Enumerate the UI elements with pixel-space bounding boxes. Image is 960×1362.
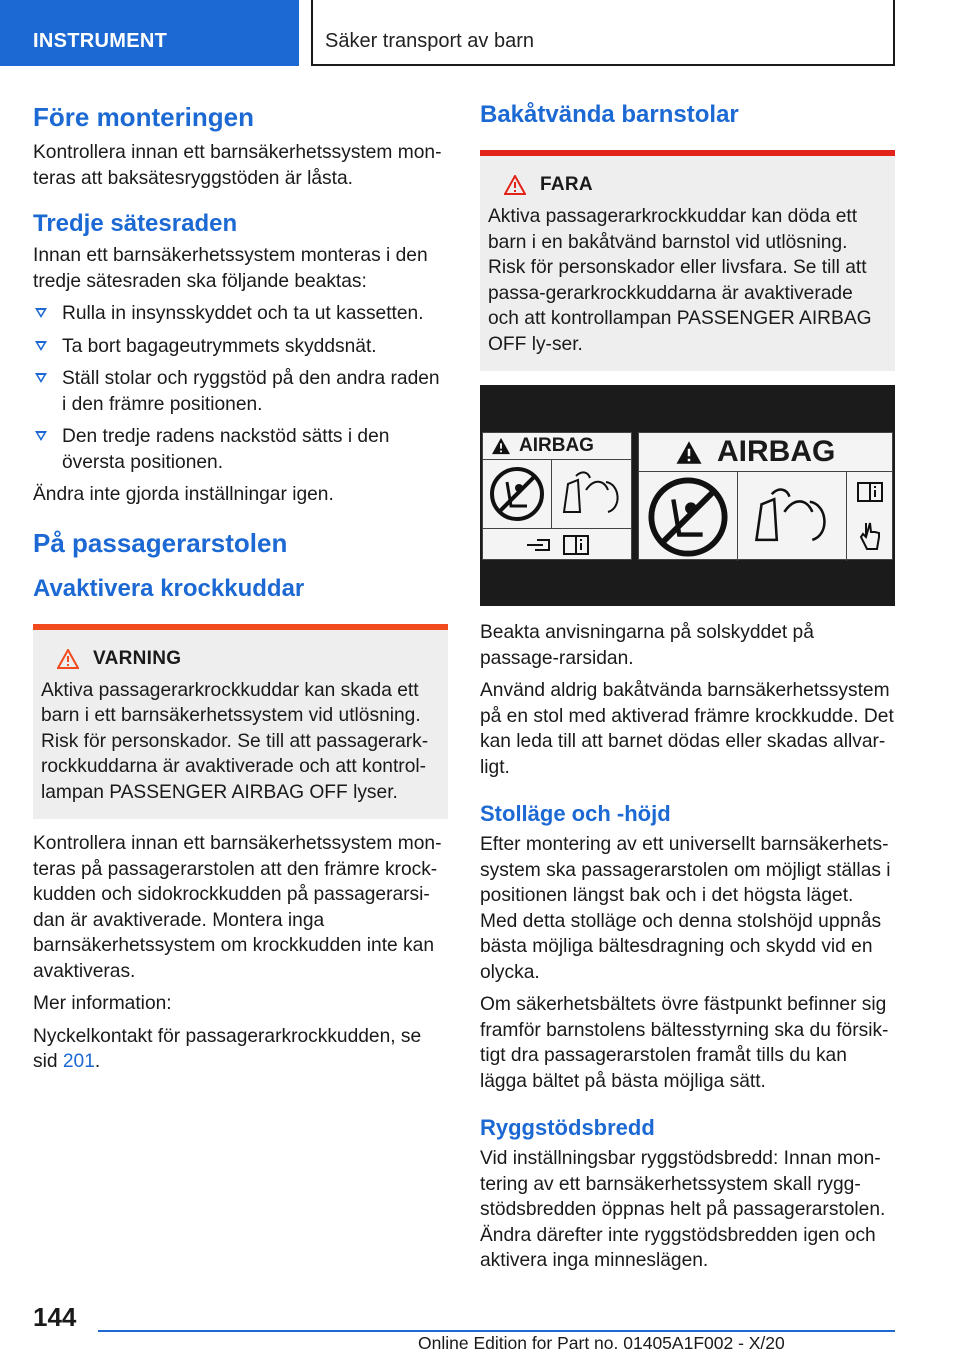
airbag-sticker-large <box>638 432 893 560</box>
airbag-deploy-icon <box>556 468 628 520</box>
no-child-seat-cell-large <box>639 472 738 561</box>
sticker-large-icons <box>639 472 892 561</box>
triangle-bullet-icon <box>35 308 47 318</box>
paragraph-kontrollera: Kontrollera innan ett barnsäkerhetssystem mon-teras på passagerarstolen att den främre krock-kudden och sidokrockkudden på passagerarsi-dan är avaktiverade. Montera inga barnsäkerhetssystem om krockkudden inte kan avaktiveras. <box>33 833 442 982</box>
page-header-title: Säker transport av barn <box>325 30 534 52</box>
airbag-sticker-small <box>482 432 632 560</box>
page-number: 144 <box>33 1302 77 1332</box>
header-divider-right <box>893 0 895 66</box>
hand-pointer-icon <box>525 536 553 554</box>
instruction-list <box>33 301 448 475</box>
danger-box <box>480 150 895 371</box>
no-child-seat-icon <box>647 476 729 558</box>
list-item <box>33 301 448 327</box>
triangle-bullet-icon <box>35 341 47 351</box>
paragraph-anvand: Använd aldrig bakåtvända barnsäkerhetssystem på en stol med aktiverad främre krockkudde. Det kan leda till att barnet dödas eller skadas allvar-ligt. <box>480 680 894 778</box>
header-divider-left <box>311 0 313 66</box>
warning-triangle-icon <box>504 175 526 195</box>
danger-label: FARA <box>540 174 593 195</box>
heading-stollage: Stolläge och -höjd <box>480 801 671 826</box>
sticker-small-footer <box>483 529 631 561</box>
heading-tredje-satesraden: Tredje sätesraden <box>33 210 238 237</box>
list-item <box>33 424 448 475</box>
right-column <box>480 100 895 1281</box>
paragraph-efter: Efter montering av ett universellt barnsäkerhets-system ska passagerarstolen om möjligt ställas i positionen längst bak och i det högsta läget. Med detta stolläge och denna stolshöjd uppnås bästa möjliga bältesdragning och skydd vid en olycka. <box>480 834 891 983</box>
paragraph-tredje: Innan ett barnsäkerhetssystem monteras i den tredje sätesraden ska följande beaktas: <box>33 245 428 292</box>
list-item-text: Den tredje radens nackstöd sätts i den översta positionen. <box>62 426 390 473</box>
list-item <box>33 334 448 360</box>
left-column <box>33 100 448 1082</box>
nyckel-suffix: . <box>94 1051 101 1072</box>
sticker-small-header <box>483 433 631 460</box>
warning-text: Aktiva passagerarkrockkuddar kan skada ett barn i ett barnsäkerhetssystem vid utlösning. Risk för personskador. Se till att passagerark-rockkuddarna är avaktiverade och att kontrol-lampan PASSENGER AIRBAG OFF lyser. <box>41 679 429 803</box>
triangle-bullet-icon <box>35 373 47 383</box>
list-item-text: Rulla in insynsskyddet och ta ut kassetten. <box>62 303 424 324</box>
danger-text: Aktiva passagerarkrockkuddar kan döda ett barn i en bakåtvänd barnstol vid utlösning. Risk för personskador eller livsfara. Se till att passa-gerarkrockkuddarna är avaktiverade och att kontrollampan PASSENGER AIRBAG OFF ly-ser. <box>488 206 872 355</box>
paragraph-vid: Vid inställningsbar ryggstödsbredd: Innan mon-tering av ett barnsäkerhetssystem skall rygg-stödsbredden öppnas helt på passagerarstolen. Ändra därefter inte ryggstödsbredden igen och aktivera inga minneslägen. <box>480 1148 886 1271</box>
heading-ryggstodsbredd: Ryggstödsbredd <box>480 1115 655 1140</box>
warning-header <box>57 648 440 670</box>
hand-pointer-icon <box>859 521 881 551</box>
warning-triangle-icon <box>491 437 511 455</box>
paragraph-nyckelkontakt <box>33 1024 448 1075</box>
sticker-large-header <box>639 433 892 472</box>
sticker-small-icons <box>483 460 631 529</box>
manual-hand-cell <box>847 472 892 561</box>
danger-header <box>504 174 887 196</box>
no-child-seat-cell <box>483 460 552 528</box>
page-reference-link[interactable]: 201 <box>62 1051 95 1072</box>
airbag-deploy-cell <box>552 460 631 528</box>
no-child-seat-icon <box>489 466 545 522</box>
nyckel-text: Nyckelkontakt för passagerarkrockkudden, se sid <box>33 1025 422 1072</box>
manual-book-icon <box>857 482 883 502</box>
paragraph-beakta: Beakta anvisningarna på solskyddet på passage-rarsidan. <box>480 622 814 669</box>
airbag-deploy-cell-large <box>738 472 847 561</box>
paragraph-mer-information: Mer information: <box>33 993 172 1014</box>
footer-edition: Online Edition for Part no. 01405A1F002 - X/20 <box>418 1333 785 1353</box>
paragraph-andra: Ändra inte gjorda inställningar igen. <box>33 484 334 505</box>
sticker-large-label: AIRBAG <box>717 435 836 468</box>
section-tab-label: INSTRUMENT <box>33 30 168 52</box>
manual-book-icon <box>563 535 589 555</box>
heading-avaktivera-krockkuddar: Avaktivera krockkuddar <box>33 574 305 602</box>
paragraph-om: Om säkerhetsbältets övre fästpunkt befinner sig framför barnstolens bältesstyrning ska du försik-tigt dra passagerarstolen framåt tills du kan lägga bältet på bästa möjliga sätt. <box>480 994 889 1092</box>
warning-triangle-icon <box>57 649 79 669</box>
warning-box <box>33 624 448 820</box>
warning-triangle-icon <box>675 440 703 465</box>
heading-bakatvanda-barnstolar: Bakåtvända barnstolar <box>480 101 739 128</box>
header-rule <box>311 64 895 66</box>
section-tab <box>0 0 299 66</box>
footer-rule <box>98 1330 895 1332</box>
list-item-text: Ta bort bagageutrymmets skyddsnät. <box>62 335 377 357</box>
triangle-bullet-icon <box>35 431 47 441</box>
airbag-deploy-icon <box>744 484 840 550</box>
airbag-warning-label-image <box>480 385 895 606</box>
list-item-text: Ställ stolar och ryggstöd på den andra raden i den främre positionen. <box>62 368 440 415</box>
heading-fore-monteringen: Före monteringen <box>33 102 255 132</box>
paragraph-fore: Kontrollera innan ett barnsäkerhetssystem mon-teras att baksätesryggstöden är låsta. <box>33 142 442 189</box>
sticker-small-label: AIRBAG <box>519 435 594 456</box>
warning-label: VARNING <box>93 647 182 669</box>
heading-pa-passagerarstolen: På passagerarstolen <box>33 527 288 558</box>
list-item <box>33 366 448 417</box>
